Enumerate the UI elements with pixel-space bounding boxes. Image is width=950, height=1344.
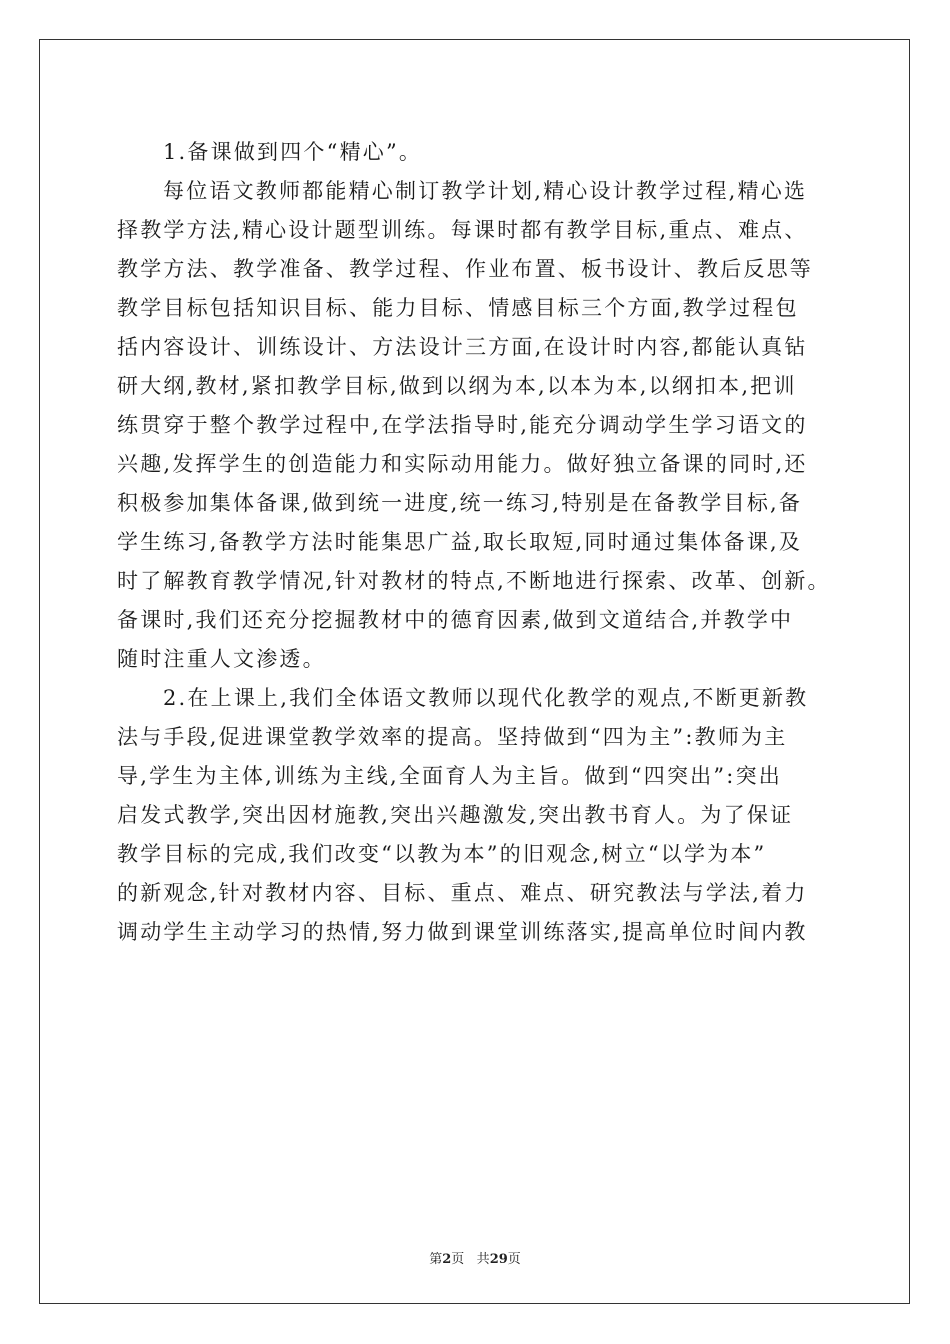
text-line: 教学目标的完成,我们改变“以教为本”的旧观念,树立“以学为本” bbox=[117, 842, 767, 866]
text-line: 随时注重人文渗透。 bbox=[117, 647, 326, 671]
total-suffix: 页 bbox=[507, 1252, 521, 1267]
total-pages: 29 bbox=[489, 1252, 508, 1267]
text-line: 每位语文教师都能精心制订教学计划,精心设计教学过程,精心选 bbox=[163, 179, 808, 203]
text-line: 练贯穿于整个教学过程中,在学法指导时,能充分调动学生学习语文的 bbox=[117, 413, 808, 437]
text-line: 启发式教学,突出因材施教,突出兴趣激发,突出教书育人。为了保证 bbox=[117, 803, 794, 827]
text-line: 1.备课做到四个“精心”。 bbox=[163, 140, 423, 164]
page-suffix: 页 bbox=[451, 1252, 465, 1267]
text-line: 2.在上课上,我们全体语文教师以现代化教学的观点,不断更新教 bbox=[163, 686, 809, 710]
text-line: 研大纲,教材,紧扣教学目标,做到以纲为本,以本为本,以纲扣本,把训 bbox=[117, 374, 797, 398]
document-body bbox=[117, 133, 847, 952]
text-line: 教学目标包括知识目标、能力目标、情感目标三个方面,教学过程包 bbox=[117, 296, 799, 320]
text-line: 教学方法、教学准备、教学过程、作业布置、板书设计、教后反思等 bbox=[117, 257, 813, 281]
text-line: 调动学生主动学习的热情,努力做到课堂训练落实,提高单位时间内教 bbox=[117, 920, 808, 944]
text-line: 导,学生为主体,训练为主线,全面育人为主旨。做到“四突出”:突出 bbox=[117, 764, 782, 788]
text-line: 学生练习,备教学方法时能集思广益,取长取短,同时通过集体备课,及 bbox=[117, 530, 803, 554]
text-line: 法与手段,促进课堂教学效率的提高。坚持做到“四为主”:教师为主 bbox=[117, 725, 788, 749]
total-prefix: 共 bbox=[476, 1252, 490, 1267]
text-line: 择教学方法,精心设计题型训练。每课时都有教学目标,重点、难点、 bbox=[117, 218, 808, 242]
text-line: 时了解教育教学情况,针对教材的特点,不断地进行探索、改革、创新。 bbox=[117, 569, 831, 593]
page-footer bbox=[0, 1248, 950, 1267]
text-line: 积极参加集体备课,做到统一进度,统一练习,特别是在备教学目标,备 bbox=[117, 491, 803, 515]
text-line: 的新观念,针对教材内容、目标、重点、难点、研究教法与学法,着力 bbox=[117, 881, 808, 905]
page-number: 2 bbox=[442, 1252, 452, 1267]
page-prefix: 第 bbox=[429, 1252, 443, 1267]
text-line: 备课时,我们还充分挖掘教材中的德育因素,做到文道结合,并教学中 bbox=[117, 608, 794, 632]
text-line: 括内容设计、训练设计、方法设计三方面,在设计时内容,都能认真钻 bbox=[117, 335, 808, 359]
text-line: 兴趣,发挥学生的创造能力和实际动用能力。做好独立备课的同时,还 bbox=[117, 452, 808, 476]
